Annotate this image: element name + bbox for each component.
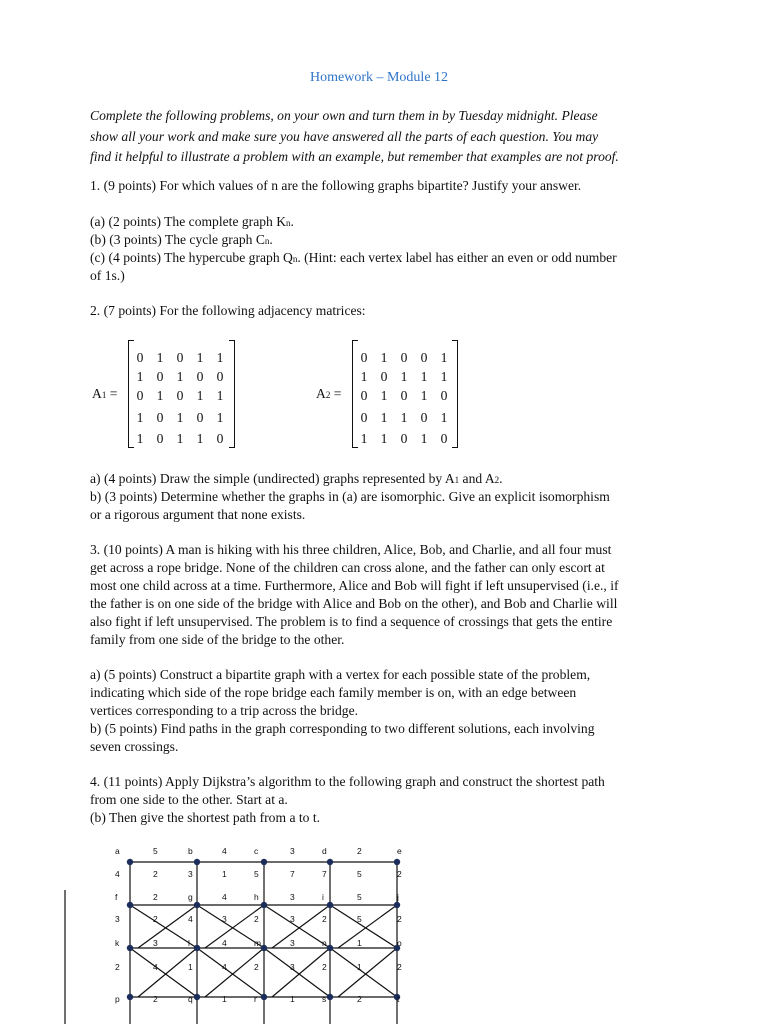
graph-label: 7 [322,869,327,879]
matrix-a2-cell: 0 [360,350,368,365]
intro-line-1: Complete the following problems, on your own and turn them in by Tuesday midnight. Please [90,108,598,123]
graph-edge [130,905,197,948]
graph-edge [264,948,330,997]
matrix-a1-cell: 1 [216,350,224,365]
matrix-a2-cell: 0 [400,388,408,403]
matrix-a2-cell: 1 [380,350,388,365]
graph-vertex [261,945,267,951]
matrix-a2-cell: 1 [380,431,388,446]
q1-part-b-text: (b) (3 points) The cycle graph C [90,232,265,247]
graph-label: o [397,938,402,948]
graph-vertex [127,945,133,951]
q1-part-a-sub: n [286,218,291,228]
graph-label: 3 [290,962,295,972]
graph-label: 2 [153,869,158,879]
matrix-a1-cell: 0 [136,388,144,403]
graph-vertex [394,902,400,908]
matrix-a1-cell: 0 [176,388,184,403]
matrix-a1-cell: 1 [216,388,224,403]
graph-label: 3 [290,846,295,856]
graph-label: 1 [357,962,362,972]
matrix-a2-cell: 0 [380,369,388,384]
graph-label: 3 [153,938,158,948]
matrix-a2-cell: 0 [440,388,448,403]
graph-label: h [254,892,259,902]
graph-label: 1 [222,869,227,879]
graph-label: 3 [290,914,295,924]
q1-part-c-sub: n [292,254,298,264]
graph-vertex [261,859,267,865]
matrix-a2-cell: 0 [440,431,448,446]
graph-label: 3 [290,892,295,902]
graph-label: 3 [222,914,227,924]
graph-label: 2 [115,962,120,972]
matrix-a1-cell: 1 [136,410,144,425]
matrix-a1-cell: 0 [156,369,164,384]
q1-part-a-end: . [290,214,294,229]
q4-line-1: 4. (11 points) Apply Dijkstra’s algorithm to the following graph and construct the shortest path [90,774,605,789]
graph-vertex [394,859,400,865]
matrix-a1-cell: 1 [176,410,184,425]
graph-label: 3 [290,938,295,948]
matrix-a2-cell: 1 [420,388,428,403]
graph-label: 1 [188,962,193,972]
matrix-a1-cell: 0 [216,431,224,446]
q2-part-b-line1: b) (3 points) Determine whether the graphs in (a) are isomorphic. Give an explicit isomorphism [90,489,610,504]
graph-label: 1 [357,938,362,948]
graph-label: f [115,892,118,902]
q2-part-a-sub2: 2 [494,475,500,485]
graph-label: 2 [357,994,362,1004]
matrix-a1-cell: 0 [196,410,204,425]
graph-edge [264,905,330,948]
intro-line-3: find it helpful to illustrate a problem with an example, but remember that examples are not proof. [90,149,619,164]
matrix-a1-sub: 1 [101,390,107,400]
graph-label: r [254,994,257,1004]
q3-line-6: family from one side of the bridge to the other. [90,632,345,647]
graph-label: 2 [254,962,259,972]
q3-line-3: most one child across at a time. Furthermore, Alice and Bob will fight if left unsupervised (i.e., if [90,578,619,593]
graph-edge [197,948,264,997]
matrix-a2-cell: 1 [420,431,428,446]
q1-prompt: 1. (9 points) For which values of n are the following graphs bipartite? Justify your answer. [90,178,582,193]
q3-line-1: 3. (10 points) A man is hiking with his three children, Alice, Bob, and Charlie, and all four must [90,542,612,557]
graph-label: 4 [222,846,227,856]
q3-line-5: also fight if left unsupervised. The problem is to find a sequence of crossings that gets the entire [90,614,613,629]
graph-label: 2 [397,914,402,924]
graph-label: 7 [290,869,295,879]
matrix-a1-cell: 0 [196,369,204,384]
graph-label: 4 [188,914,193,924]
matrix-a2-cell: 1 [380,388,388,403]
graph-edge [338,905,397,948]
q2-part-a-end: . [499,471,503,486]
matrix-a1-cell: 1 [156,350,164,365]
q1-part-c-line2: of 1s.) [90,268,125,283]
q3-part-line-2: indicating which side of the rope bridge each family member is on, with an edge between [90,685,577,700]
graph-label: 2 [397,962,402,972]
matrix-a2-cell: 1 [440,410,448,425]
graph-label: 4 [115,869,120,879]
matrix-a2-sub: 2 [325,390,331,400]
graph-vertex [194,945,200,951]
graph-label: c [254,846,259,856]
intro-line-2: show all your work and make sure you have answered all the parts of each question. You may [90,129,599,144]
graph-vertex [327,859,333,865]
graph-label: 3 [188,869,193,879]
graph-label: 1 [290,994,295,1004]
graph-vertex [327,945,333,951]
matrix-a1-cell: 1 [176,369,184,384]
matrix-a1-cell: 0 [176,350,184,365]
graph-label: g [188,892,193,902]
q2-part-a-sub1: 1 [454,475,460,485]
matrix-a2-cell: 1 [360,431,368,446]
matrix-a2-eq: = [330,386,342,401]
matrix-a1-cell: 0 [136,350,144,365]
graph-edge [338,948,397,997]
matrix-a2-cell: 1 [420,369,428,384]
graph-label: i [322,892,324,902]
graph-label: 2 [322,914,327,924]
q1-part-a-text: (a) (2 points) The complete graph K [90,214,287,229]
graph-label: 2 [153,914,158,924]
page-title: Homework – Module 12 [310,70,449,85]
graph-vertex [127,859,133,865]
matrix-a1-cell: 1 [156,388,164,403]
graph-edge [130,948,197,997]
graph-label: l [188,938,190,948]
graph-label: 2 [357,846,362,856]
matrix-a2-letter: A [316,386,326,401]
q3-line-2: get across a rope bridge. None of the children can cross alone, and the father can only escort at [90,560,605,575]
matrix-a2-cell: 0 [400,431,408,446]
graph-label: m [254,938,262,948]
q4-line-2: from one side to the other. Start at a. [90,792,288,807]
graph-vertex [127,902,133,908]
graph-vertex [327,994,333,1000]
matrix-a1-letter: A [92,386,102,401]
matrix-a1-cell: 1 [196,431,204,446]
matrix-a2-cell: 1 [440,369,448,384]
matrix-a2-cell: 1 [400,410,408,425]
graph-label: 2 [322,962,327,972]
q2-part-a-mid: and A [459,471,495,486]
graph-label: 5 [357,869,362,879]
q3-part-line-1: a) (5 points) Construct a bipartite graph with a vertex for each possible state of the problem, [90,667,591,682]
graph-label: 2 [254,914,259,924]
matrix-a1-cell: 0 [156,410,164,425]
graph-label: 3 [115,914,120,924]
matrix-a2-cell: 0 [400,350,408,365]
graph-label: 2 [153,994,158,1004]
graph-edge [272,948,330,997]
q2-prompt: 2. (7 points) For the following adjacency matrices: [90,303,366,318]
matrix-a2-cell: 0 [360,410,368,425]
graph-label: 5 [153,846,158,856]
graph-vertex [327,902,333,908]
graph-vertex [194,994,200,1000]
graph-label: 1 [222,994,227,1004]
matrix-a2-cell: 1 [380,410,388,425]
matrix-a2-cell: 1 [400,369,408,384]
q2-part-b-line2: or a rigorous argument that none exists. [90,507,306,522]
graph-edge [138,948,197,997]
matrix-a2-cell: 1 [360,369,368,384]
matrix-a1-cell: 0 [216,369,224,384]
graph-vertex [194,902,200,908]
q2-part-a-text: a) (4 points) Draw the simple (undirected) graphs represented by A [90,471,455,486]
matrix-a1-cell: 1 [136,369,144,384]
matrix-a1-cell: 1 [136,431,144,446]
q1-part-b-sub: n [264,236,270,246]
graph-label: d [322,846,327,856]
matrix-a1-cell: 1 [216,410,224,425]
graph-label: 5 [357,914,362,924]
graph-vertex [127,994,133,1000]
graph-vertex [194,859,200,865]
q3-line-4: the father is on one side of the bridge with Alice and Bob on the other), and Bob and Charlie will [90,596,618,611]
graph-edge [330,948,397,997]
graph-label: n [322,938,327,948]
graph-label: 5 [357,892,362,902]
graph-edge [205,948,264,997]
graph-label: q [188,994,193,1004]
graph-label: 2 [397,869,402,879]
graph-label: k [115,938,120,948]
graph-vertex [261,994,267,1000]
matrix-a2-cell: 0 [360,388,368,403]
matrix-a1-cell: 1 [176,431,184,446]
graph-label: p [115,994,120,1004]
matrix-a1-cell: 1 [196,350,204,365]
matrix-a2-cell: 0 [420,410,428,425]
graph-label: e [397,846,402,856]
graph-label: s [322,994,327,1004]
q4-line-3: (b) Then give the shortest path from a to t. [90,810,321,825]
matrix-a2-cell: 0 [420,350,428,365]
graph-label: t [397,994,400,1004]
matrix-a1-cell: 1 [196,388,204,403]
graph-vertex [261,902,267,908]
graph-label: 4 [222,938,227,948]
q1-part-b-end: . [269,232,273,247]
q3-part-line-5: seven crossings. [90,739,179,754]
q3-part-line-3: vertices corresponding to a trip across the bridge. [90,703,359,718]
q3-part-line-4: b) (5 points) Find paths in the graph corresponding to two different solutions, each involving [90,721,595,736]
graph-label: 4 [222,962,227,972]
matrix-a1-cell: 0 [156,431,164,446]
graph-label: j [397,892,399,902]
graph-label: 5 [254,869,259,879]
graph-edge [330,905,397,948]
graph-label: a [115,846,120,856]
matrix-a1-eq: = [106,386,118,401]
q1-part-c-text: (c) (4 points) The hypercube graph Q [90,250,293,265]
graph-label: 4 [222,892,227,902]
matrix-a2-cell: 1 [440,350,448,365]
graph-label: 4 [153,962,158,972]
q1-part-c-end: . (Hint: each vertex label has either an even or odd number [297,250,617,265]
graph-label: 2 [153,892,158,902]
graph-label: b [188,846,193,856]
